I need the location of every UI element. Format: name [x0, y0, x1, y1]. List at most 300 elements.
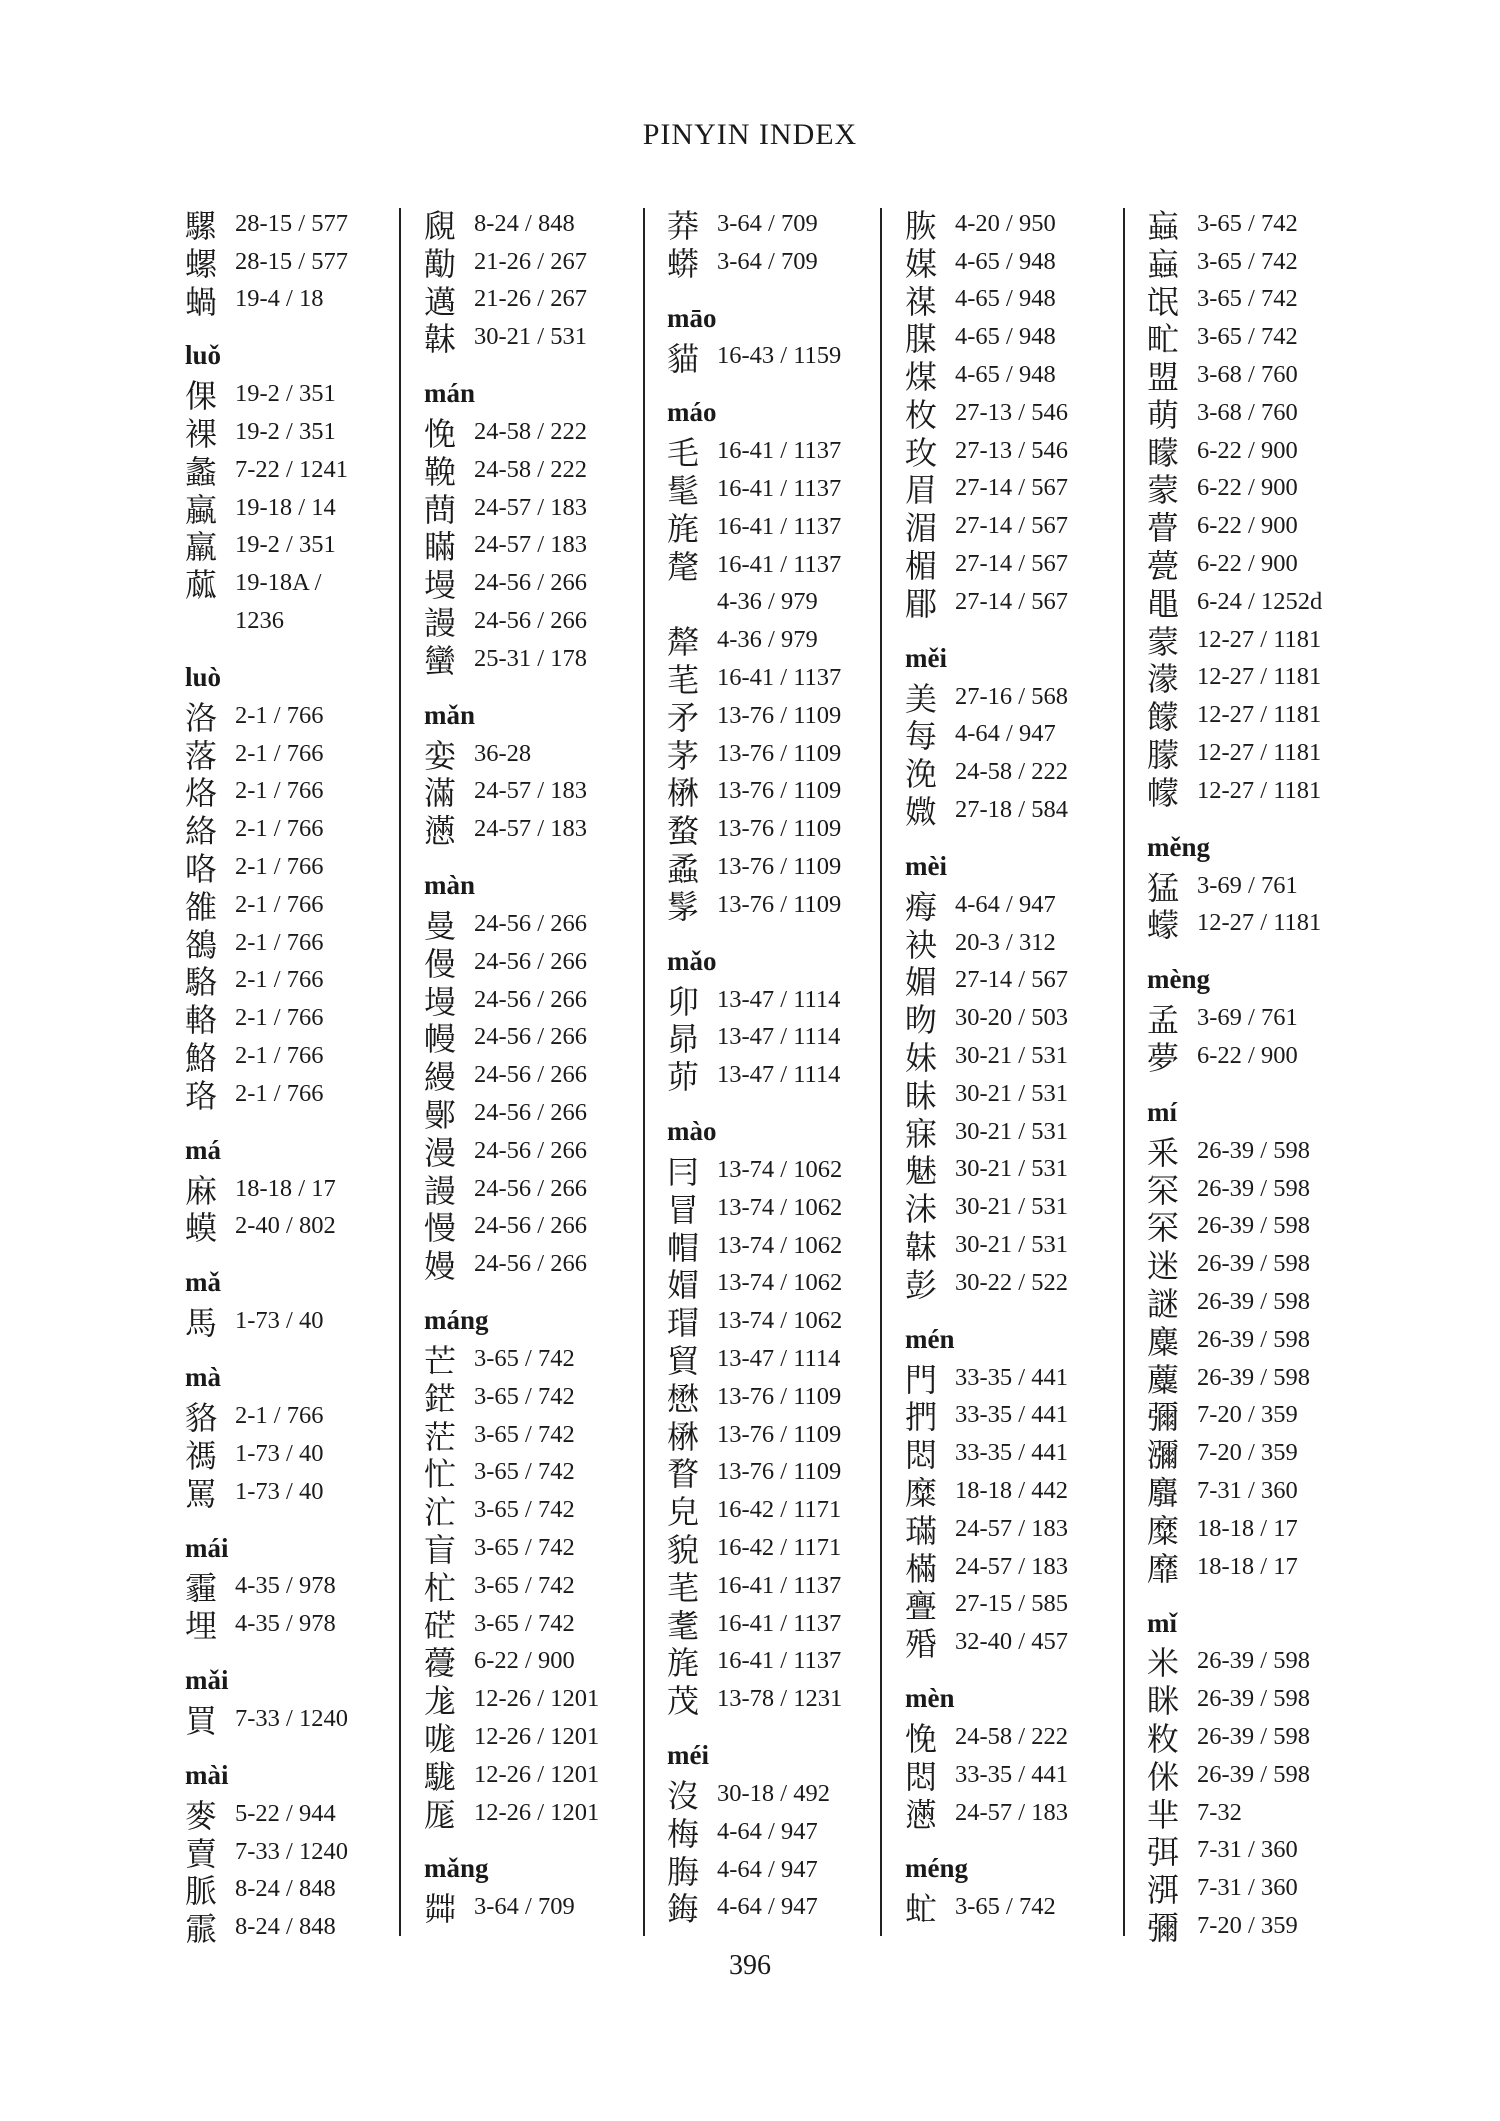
- index-entry: [1147, 999, 1377, 1040]
- index-entry: [185, 1170, 415, 1208]
- entry-reference: 24-56 / 266: [474, 910, 587, 938]
- entry-reference: 7-33 / 1240: [235, 1705, 348, 1732]
- entry-reference: 13-74 / 1062: [717, 1156, 843, 1184]
- entry-reference: 4-65 / 948: [955, 285, 1056, 313]
- entry-character: 罙: [1147, 1209, 1180, 1248]
- index-entry: [185, 1208, 415, 1246]
- index-entry: [424, 527, 654, 565]
- entry-reference: 3-65 / 742: [1197, 209, 1298, 237]
- index-entry: [424, 1170, 654, 1208]
- entry-reference: 18-18 / 442: [955, 1477, 1068, 1504]
- index-entry: [424, 451, 654, 489]
- entry-reference: 26-39 / 598: [1197, 1174, 1310, 1202]
- entry-reference: 2-1 / 766: [235, 815, 324, 843]
- entry-character: 甍: [1147, 547, 1180, 586]
- index-entry: [905, 1359, 1135, 1397]
- entry-character: 眯: [1147, 1682, 1180, 1721]
- entry-character: 蟆: [185, 1209, 218, 1248]
- index-entry: [185, 413, 415, 454]
- entry-character: 盲: [424, 1531, 457, 1570]
- pinyin-heading: mǎ: [185, 1267, 221, 1298]
- pinyin-heading: mèng: [1147, 964, 1210, 995]
- entry-reference: 26-39 / 598: [1197, 1363, 1310, 1391]
- entry-reference: 33-35 / 441: [955, 1760, 1068, 1788]
- entry-character: 氓: [1147, 282, 1180, 321]
- entry-character: 鮥: [185, 1039, 218, 1078]
- index-entry: [424, 1378, 654, 1416]
- index-entry: [424, 640, 654, 678]
- index-entry: [667, 1775, 897, 1813]
- entry-reference: 12-27 / 1181: [1197, 701, 1322, 729]
- pinyin-heading: luǒ: [185, 340, 222, 371]
- entry-character: 矇: [1147, 433, 1180, 472]
- index-entry: [905, 1113, 1135, 1151]
- index-entry: [667, 735, 897, 773]
- index-entry: [424, 1888, 654, 1929]
- entry-character: 帽: [667, 1228, 700, 1267]
- index-entry: [667, 1567, 897, 1605]
- entry-reference: 7-22 / 1241: [235, 455, 348, 483]
- entry-character: 貿: [667, 1342, 700, 1381]
- entry-character: 捫: [905, 1398, 938, 1437]
- index-entry: [667, 697, 897, 735]
- index-entry: [424, 1605, 654, 1643]
- entry-reference: 3-65 / 742: [1197, 323, 1298, 351]
- index-entry: [424, 1094, 654, 1135]
- index-entry: [185, 1075, 415, 1113]
- entry-reference: 3-65 / 742: [1197, 285, 1298, 313]
- index-entry: [1147, 1680, 1377, 1721]
- entry-character: 悶: [905, 1757, 938, 1796]
- index-entry: [905, 1397, 1135, 1435]
- entry-reference: 4-20 / 950: [955, 209, 1056, 237]
- index-entry: [667, 659, 897, 700]
- index-entry: [1147, 621, 1377, 659]
- index-entry: [905, 886, 1135, 924]
- entry-character: 勱: [424, 244, 457, 283]
- entry-character: 腜: [905, 320, 938, 359]
- pinyin-heading: màn: [424, 870, 476, 901]
- entry-reference: 26-39 / 598: [1197, 1647, 1310, 1675]
- entry-character: 梅: [667, 1814, 700, 1853]
- entry-reference: 24-56 / 266: [474, 1174, 587, 1202]
- index-entry: [1147, 734, 1377, 775]
- entry-character: 埋: [185, 1607, 218, 1646]
- entry-reference: 24-57 / 183: [474, 777, 587, 805]
- entry-character: 矛: [667, 698, 700, 737]
- index-entry: [424, 413, 654, 454]
- column-divider: [1123, 208, 1125, 1936]
- entry-character: 耄: [667, 1606, 700, 1645]
- index-entry: [905, 1188, 1135, 1229]
- index-entry: [1147, 1794, 1377, 1832]
- entry-reference: 24-58 / 222: [474, 455, 587, 483]
- index-entry: [1147, 1718, 1377, 1756]
- entry-character: 冒: [667, 1190, 700, 1229]
- entry-character: 濛: [1147, 660, 1180, 699]
- entry-character: 浼: [905, 755, 938, 794]
- entry-reference: 3-65 / 742: [474, 1609, 575, 1637]
- entry-character: 幔: [424, 1020, 457, 1059]
- entry-reference: 2-1 / 766: [235, 777, 324, 805]
- index-entry: [667, 1378, 897, 1416]
- index-entry: [905, 924, 1135, 962]
- entry-character: 墁: [424, 566, 457, 605]
- entry-character: 瞢: [1147, 509, 1180, 548]
- entry-character: 瀰: [1147, 1436, 1180, 1475]
- entry-reference: 2-40 / 802: [235, 1212, 336, 1240]
- index-entry: [905, 1718, 1135, 1756]
- entry-character: 夢: [1147, 1039, 1180, 1078]
- column-divider: [399, 208, 401, 1936]
- entry-reference: 24-56 / 266: [474, 985, 587, 1013]
- entry-character: 脄: [905, 206, 938, 245]
- entry-reference: 16-41 / 1137: [717, 1609, 842, 1637]
- entry-reference: 8-24 / 848: [235, 1875, 336, 1903]
- index-entry: [667, 1340, 897, 1381]
- entry-character: 悗: [905, 1720, 938, 1758]
- entry-character: 茫: [424, 1417, 457, 1456]
- index-column-4: [905, 205, 1135, 1929]
- entry-character: 敉: [1147, 1720, 1180, 1758]
- pinyin-heading: mèi: [905, 850, 947, 881]
- index-column-2: [424, 205, 654, 1929]
- column-divider: [643, 208, 645, 1936]
- index-entry: [424, 810, 654, 851]
- entry-reference: 27-14 / 567: [955, 512, 1068, 540]
- pinyin-heading: mí: [1147, 1096, 1177, 1127]
- entry-character: 貉: [185, 1399, 218, 1438]
- index-entry: [185, 962, 415, 1000]
- entry-reference: 12-27 / 1181: [1197, 663, 1322, 691]
- index-entry: [667, 981, 897, 1019]
- entry-character: 哤: [424, 1720, 457, 1758]
- entry-reference: 8-24 / 848: [235, 1913, 336, 1941]
- entry-character: 米: [1147, 1644, 1180, 1683]
- entry-reference: 13-76 / 1109: [717, 701, 842, 729]
- entry-character: 饛: [1147, 698, 1180, 737]
- entry-reference: 3-69 / 761: [1197, 1004, 1298, 1032]
- entry-character: 沬: [905, 1190, 938, 1229]
- entry-reference: 3-65 / 742: [955, 1893, 1056, 1921]
- entry-reference: 24-56 / 266: [474, 1212, 587, 1240]
- index-entry: [185, 1302, 415, 1343]
- entry-reference: 13-78 / 1231: [717, 1685, 843, 1713]
- entry-reference: 30-21 / 531: [955, 1042, 1068, 1070]
- index-entry: [185, 205, 415, 243]
- entry-reference: 16-42 / 1171: [717, 1534, 842, 1561]
- entry-reference: 12-26 / 1201: [474, 1685, 600, 1713]
- index-entry: [424, 1680, 654, 1721]
- entry-reference: 6-24 / 1252d: [1197, 587, 1323, 615]
- entry-character: 殙: [905, 1625, 938, 1664]
- entry-character: 慢: [424, 1209, 457, 1248]
- entry-reference: 3-69 / 761: [1197, 871, 1298, 899]
- entry-reference: 3-65 / 742: [474, 1534, 575, 1561]
- entry-reference: 3-65 / 742: [474, 1496, 575, 1524]
- index-entry: [424, 943, 654, 981]
- index-entry: [905, 716, 1135, 754]
- index-entry: [667, 1605, 897, 1643]
- index-entry: [185, 1568, 415, 1606]
- index-entry: [905, 1151, 1135, 1189]
- entry-reference: 13-76 / 1109: [717, 1420, 842, 1448]
- entry-reference: 6-22 / 900: [1197, 1042, 1298, 1070]
- entry-reference: 30-21 / 531: [474, 323, 587, 351]
- entry-character: 煤: [905, 358, 938, 397]
- entry-reference: 2-1 / 766: [235, 739, 324, 767]
- entry-character: 沒: [667, 1777, 700, 1815]
- entry-reference: 18-18 / 17: [1197, 1514, 1298, 1542]
- entry-reference: 24-57 / 183: [474, 493, 587, 521]
- index-entry: [667, 886, 897, 924]
- entry-character: 芈: [1147, 1795, 1180, 1834]
- index-entry: [424, 1245, 654, 1286]
- index-entry: [424, 773, 654, 811]
- entry-character: 脢: [667, 1852, 700, 1891]
- entry-reference: 24-56 / 266: [474, 1250, 587, 1278]
- entry-character: 蒙: [1147, 471, 1180, 510]
- entry-character: 蘪: [1147, 1360, 1180, 1399]
- entry-character: 駱: [185, 963, 218, 1002]
- index-entry: [1147, 205, 1377, 243]
- index-entry: [1147, 470, 1377, 508]
- entry-reference: 27-13 / 546: [955, 398, 1068, 426]
- entry-reference: 18-18 / 17: [235, 1174, 336, 1202]
- entry-reference: 6-22 / 900: [1197, 436, 1298, 464]
- entry-character: 孟: [1147, 1001, 1180, 1040]
- index-entry: [1147, 1472, 1377, 1513]
- index-entry: [424, 1756, 654, 1794]
- entry-reference: 13-47 / 1114: [717, 985, 841, 1013]
- entry-reference: 20-3 / 312: [955, 928, 1056, 956]
- index-entry: [905, 1756, 1135, 1794]
- index-entry: [424, 1132, 654, 1170]
- index-entry: [185, 1473, 415, 1511]
- index-entry: [424, 489, 654, 527]
- index-entry: [905, 470, 1135, 508]
- entry-character: 汒: [424, 1493, 457, 1532]
- entry-reference: 13-74 / 1062: [717, 1231, 843, 1259]
- index-entry: [424, 1567, 654, 1605]
- entry-character: 朦: [1147, 736, 1180, 775]
- index-entry: [1147, 1434, 1377, 1475]
- entry-reference: 13-76 / 1109: [717, 1458, 842, 1486]
- entry-character: 妹: [905, 1039, 938, 1078]
- entry-character: 蓏: [185, 566, 218, 605]
- index-entry: [185, 1037, 415, 1078]
- entry-character: 貓: [667, 339, 700, 378]
- index-entry: [1147, 432, 1377, 470]
- index-entry: [1147, 867, 1377, 905]
- entry-character: 曼: [424, 907, 457, 946]
- entry-reference: 19-2 / 351: [235, 380, 336, 408]
- pinyin-heading: mǎo: [667, 945, 717, 976]
- entry-reference: 26-39 / 598: [1197, 1136, 1310, 1164]
- entry-reference: 27-14 / 567: [955, 474, 1068, 502]
- entry-reference: 4-64 / 947: [717, 1855, 818, 1883]
- entry-reference: 21-26 / 267: [474, 247, 587, 275]
- index-entry: [905, 281, 1135, 319]
- entry-reference: 7-20 / 359: [1197, 1439, 1298, 1467]
- entry-character: 髳: [667, 887, 700, 926]
- index-entry: [185, 1871, 415, 1909]
- index-entry: [1147, 1756, 1377, 1794]
- index-entry: [1147, 1397, 1377, 1435]
- index-entry: [667, 1151, 897, 1192]
- entry-reference: 2-1 / 766: [235, 890, 324, 918]
- entry-reference: 24-58 / 222: [955, 1722, 1068, 1750]
- entry-character: 旄: [667, 509, 700, 548]
- entry-character: 茂: [667, 1682, 700, 1721]
- index-entry: [424, 1019, 654, 1057]
- entry-reference: 30-21 / 531: [955, 1079, 1068, 1107]
- index-entry: [1147, 545, 1377, 586]
- entry-reference: 3-64 / 709: [474, 1893, 575, 1921]
- entry-character: 猛: [1147, 868, 1180, 907]
- entry-character: 幪: [1147, 773, 1180, 812]
- entry-character: 買: [185, 1702, 218, 1741]
- entry-character: 袂: [905, 925, 938, 964]
- index-entry: [424, 602, 654, 643]
- entry-reference: 1-73 / 40: [235, 1307, 324, 1335]
- entry-reference: 26-39 / 598: [1197, 1288, 1310, 1316]
- entry-character: 釆: [1147, 1133, 1180, 1172]
- entry-character: 鵅: [185, 925, 218, 964]
- entry-reference-continuation: 1236: [235, 607, 284, 635]
- index-entry: [185, 375, 415, 416]
- index-entry: [185, 1908, 415, 1949]
- index-column-3: [667, 205, 897, 1929]
- index-entry: [185, 1435, 415, 1473]
- entry-character: 霢: [185, 1910, 218, 1949]
- index-entry: [424, 1529, 654, 1570]
- entry-character: 湄: [905, 509, 938, 548]
- index-entry: [1147, 1208, 1377, 1246]
- entry-character: 鄤: [424, 1096, 457, 1135]
- pinyin-heading: mǎi: [185, 1665, 229, 1696]
- entry-character: 蝥: [667, 812, 700, 851]
- entry-character: 芼: [667, 1568, 700, 1607]
- index-entry: [1147, 1510, 1377, 1548]
- entry-character: 玫: [905, 433, 938, 472]
- entry-character: 霾: [185, 1569, 218, 1608]
- index-entry: [905, 545, 1135, 586]
- pinyin-heading: mà: [185, 1362, 221, 1393]
- entry-character: 昒: [905, 1001, 938, 1040]
- index-entry: [185, 924, 415, 962]
- entry-character: 麻: [185, 1171, 218, 1210]
- entry-reference: 27-14 / 567: [955, 966, 1068, 994]
- entry-reference: 2-1 / 766: [235, 1079, 324, 1107]
- entry-reference: 16-41 / 1137: [717, 1647, 842, 1675]
- index-entry: [424, 564, 654, 605]
- index-entry: [424, 735, 654, 773]
- entry-character: 枚: [905, 395, 938, 434]
- entry-reference: 30-21 / 531: [955, 1231, 1068, 1259]
- entry-character: 門: [905, 1360, 938, 1399]
- entry-character: 墁: [424, 982, 457, 1021]
- index-entry: [185, 1700, 415, 1741]
- entry-reference: 7-33 / 1240: [235, 1837, 348, 1865]
- entry-reference: 2-1 / 766: [235, 1004, 324, 1032]
- entry-reference: 16-41 / 1137: [717, 512, 842, 540]
- entry-reference: 3-65 / 742: [474, 1458, 575, 1486]
- entry-character: 悗: [424, 415, 457, 454]
- entry-character: 萌: [1147, 395, 1180, 434]
- entry-reference: 2-1 / 766: [235, 966, 324, 994]
- index-entry: [905, 962, 1135, 1000]
- index-entry: [667, 1813, 897, 1851]
- entry-character: 冃: [667, 1153, 700, 1192]
- entry-character: 甿: [1147, 320, 1180, 359]
- entry-character: 咯: [185, 850, 218, 889]
- entry-reference: 4-35 / 978: [235, 1610, 336, 1638]
- entry-character: 禡: [185, 1436, 218, 1475]
- entry-reference: 7-31 / 360: [1197, 1874, 1298, 1902]
- pinyin-heading: měi: [905, 642, 947, 673]
- entry-character: 麥: [185, 1796, 218, 1835]
- entry-reference: 6-22 / 900: [1197, 550, 1298, 578]
- entry-character: 媚: [905, 963, 938, 1002]
- index-entry: [185, 999, 415, 1040]
- index-entry: [667, 1265, 897, 1303]
- index-entry: [185, 1605, 415, 1646]
- index-entry: [905, 432, 1135, 470]
- entry-character: 馬: [185, 1304, 218, 1343]
- entry-character: 魅: [905, 1152, 938, 1191]
- index-entry: [424, 318, 654, 359]
- entry-reference: 25-31 / 178: [474, 644, 587, 672]
- entry-character: 絡: [185, 812, 218, 851]
- index-entry: [185, 773, 415, 811]
- index-entry: [1147, 318, 1377, 359]
- index-entry: [667, 1888, 897, 1929]
- entry-character: 漫: [424, 1133, 457, 1172]
- index-entry: [667, 810, 897, 851]
- index-entry: [667, 1302, 897, 1343]
- index-entry: [424, 1340, 654, 1381]
- entry-reference: 13-76 / 1109: [717, 890, 842, 918]
- entry-reference: 33-35 / 441: [955, 1401, 1068, 1429]
- pinyin-heading: méng: [905, 1853, 968, 1884]
- index-entry: [185, 243, 415, 281]
- entry-character: 眉: [905, 471, 938, 510]
- entry-character: 茆: [667, 1058, 700, 1097]
- entry-reference: 19-18 / 14: [235, 493, 336, 521]
- entry-character: 媺: [905, 793, 938, 832]
- index-entry: [1147, 659, 1377, 697]
- index-entry: [1147, 1132, 1377, 1170]
- entry-character: 芼: [667, 661, 700, 700]
- index-entry: [667, 432, 897, 473]
- index-entry: [905, 678, 1135, 716]
- index-entry: [905, 1226, 1135, 1267]
- index-entry: [1147, 1548, 1377, 1586]
- entry-character: 罙: [1147, 1171, 1180, 1210]
- entry-character: 麋: [1147, 1322, 1180, 1361]
- entry-character: 黽: [1147, 584, 1180, 623]
- entry-reference: 3-64 / 709: [717, 247, 818, 275]
- entry-reference: 13-76 / 1109: [717, 739, 842, 767]
- entry-reference: 13-74 / 1062: [717, 1193, 843, 1221]
- entry-reference: 24-58 / 222: [474, 418, 587, 446]
- entry-reference: 16-42 / 1171: [717, 1496, 842, 1524]
- index-entry: [424, 1056, 654, 1097]
- entry-reference: 7-20 / 359: [1197, 1911, 1298, 1939]
- entry-reference: 19-2 / 351: [235, 418, 336, 446]
- index-entry: [1147, 772, 1377, 810]
